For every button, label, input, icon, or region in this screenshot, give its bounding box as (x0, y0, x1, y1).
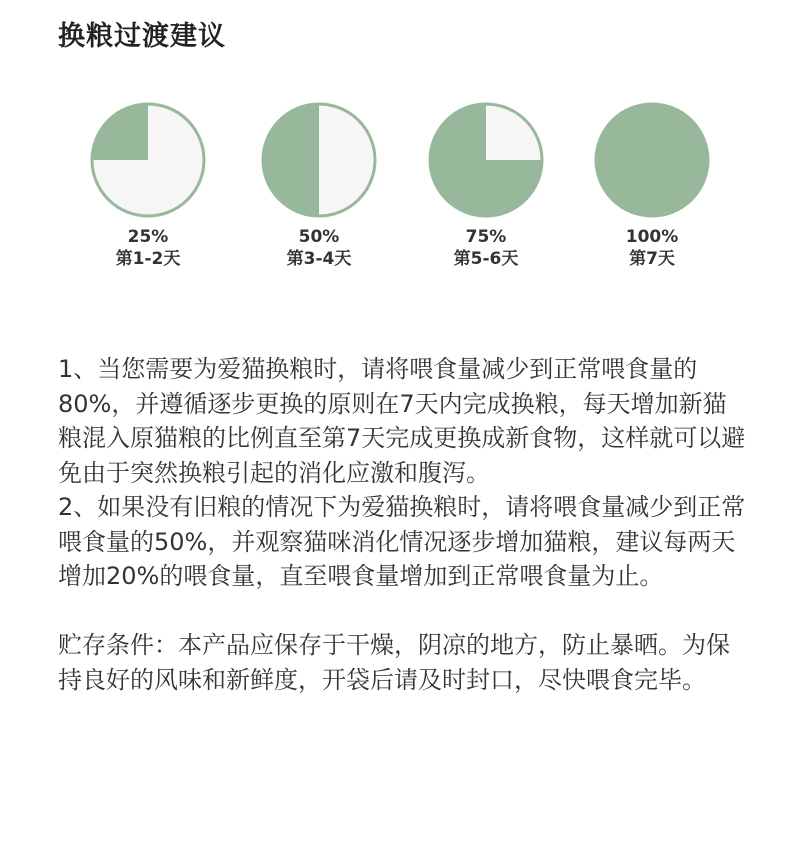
stage-1 (83, 100, 213, 270)
stage-percent: 100% (625, 227, 679, 247)
stage-days: 第5-6天 (453, 249, 519, 269)
storage-conditions: 贮存条件：本产品应保存于干燥，阴凉的地方，防止暴晒。为保持良好的风味和新鲜度，开袋后请及时封口，尽快喂食完毕。 (58, 631, 730, 694)
pie-slice (263, 104, 319, 216)
instruction-paragraph-2: 2、如果没有旧粮的情况下为爱猫换粮时，请将喂食量减少到正常喂食量的50%，并观察猫咪消化情况逐步增加猫粮，建议每两天增加20%的喂食量，直至喂食量增加到正常喂食量为止。 (58, 493, 746, 590)
stage-days: 第3-4天 (286, 249, 352, 269)
instruction-paragraph-1: 1、当您需要为爱猫换粮时，请将喂食量减少到正常喂食量的80%，并遵循逐步更换的原则在7天内完成换粮，每天增加新猫粮混入原猫粮的比例直至第7天完成更换成新食物，这样就可以避免由于突然换粮引起的消化应激和腹泻。 (58, 355, 746, 487)
stage-2 (254, 100, 384, 270)
pie-icon-50 (259, 100, 379, 220)
stage-4 (587, 100, 717, 270)
stage-percent: 25% (127, 227, 169, 247)
stage-3 (421, 100, 551, 270)
pie-icon-75 (426, 100, 546, 220)
feeding-transition-chart (0, 100, 790, 280)
stage-percent: 50% (298, 227, 340, 247)
stage-days: 第1-2天 (115, 249, 181, 269)
stage-days: 第7天 (629, 249, 675, 269)
instructions (58, 352, 748, 697)
pie-icon-100 (592, 100, 712, 220)
pie-icon-25 (88, 100, 208, 220)
stage-percent: 75% (465, 227, 507, 247)
page-title: 换粮过渡建议 (58, 21, 226, 52)
paragraph-spacer (58, 594, 748, 629)
